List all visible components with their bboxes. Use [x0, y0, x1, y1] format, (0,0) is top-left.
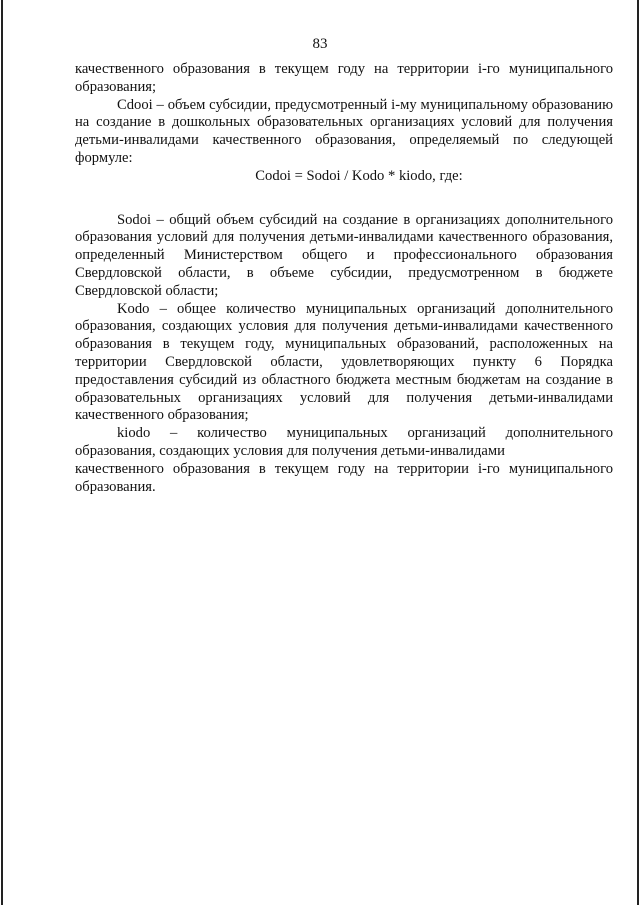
- paragraph-sodoi: [75, 212, 613, 301]
- paragraph-continuation: качественного образования в текущем году на территории i-го муниципального образования;: [75, 61, 613, 95]
- scan-border-left: [1, 0, 3, 905]
- paragraph-cdooi: [75, 97, 613, 168]
- page-number: 83: [312, 36, 328, 52]
- paragraph-final: качественного образования в текущем году на территории i-го муниципального образования.: [75, 460, 613, 495]
- paragraph-kodo: [75, 301, 613, 426]
- term-kodo: Kodo: [117, 300, 150, 317]
- paragraph-kiodo: [75, 425, 613, 461]
- scan-border-right: [637, 0, 639, 905]
- document-body: [75, 61, 613, 496]
- definition-kodo: – общее количество муниципальных организаций дополнительного образования, создающих условия для получения детьми-инвалидами качественного образования в текущем году, муниципальных образований, расположенных на территории Свердловской области, удовлетворяющих пункту 6 Порядка предоставления субсидий из областного бюджета местным бюджетам на создание в образовательных организациях условий для получения детьми-инвалидами качественного образования;: [75, 300, 613, 424]
- definition-cdooi: – объем субсидии, предусмотренный i-му муниципальному образованию на создание в дошкольных образовательных организациях условий для получения детьми-инвалидами качественного образования, определяемый по следующей формуле:: [75, 96, 613, 166]
- definition-sodoi: – общий объем субсидий на создание в организациях дополнительного образования условий для получения детьми-инвалидами качественного образования, определенный Министерством общего и профессионального образования Свердловской области, в объеме субсидии, предусмотренном в бюджете Свердловской области;: [75, 211, 613, 299]
- term-kiodo: kiodo: [117, 425, 151, 442]
- formula: Codoi = Sodoi / Kodo * kiodo, где:: [255, 167, 463, 184]
- term-sodoi: Sodoi: [117, 211, 152, 228]
- spacer: [75, 186, 613, 212]
- definition-kiodo: – количество муниципальных организаций дополнительного образования, создающих условия для получения детьми-инвалидами: [75, 425, 613, 459]
- term-cdooi: Cdooi: [117, 96, 153, 113]
